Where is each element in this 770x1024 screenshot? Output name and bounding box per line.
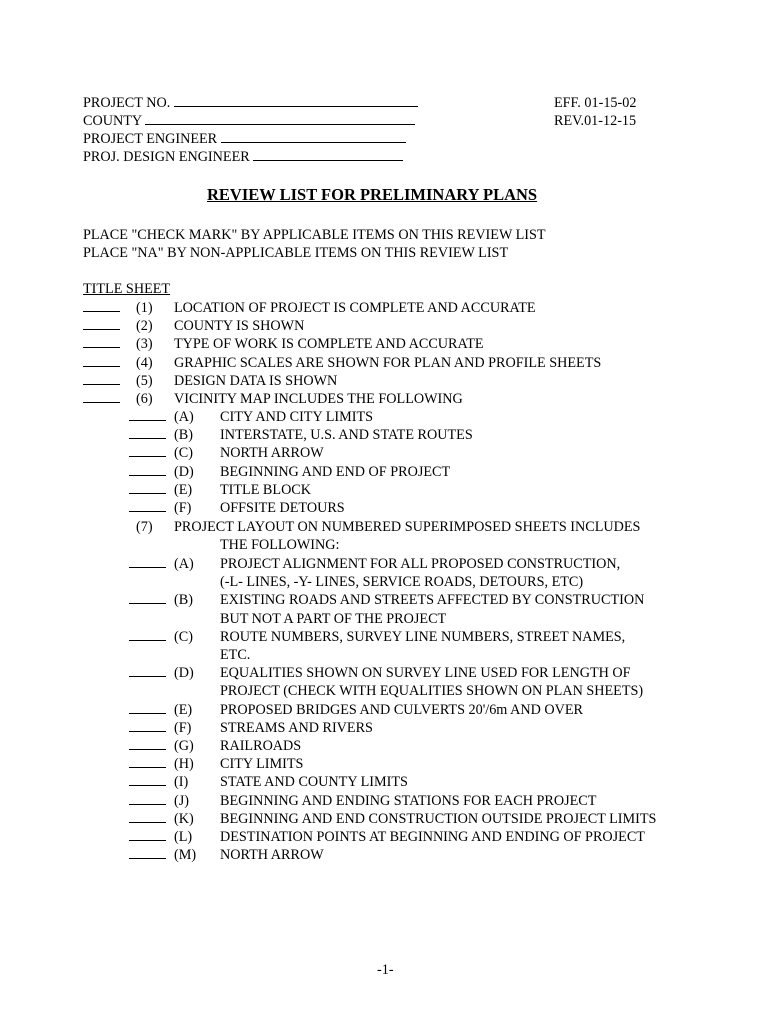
sub-item-text: CITY LIMITS	[220, 756, 304, 773]
project-no-field[interactable]	[174, 94, 418, 107]
sub-item-letter: (H)	[174, 756, 194, 773]
rev-date: REV.01-12-15	[554, 113, 637, 129]
check-blank[interactable]	[129, 792, 166, 805]
sub-item-letter: (F)	[174, 719, 192, 736]
page-title: REVIEW LIST FOR PRELIMINARY PLANS	[207, 185, 538, 204]
sub-item-text: CITY AND CITY LIMITS	[220, 409, 374, 425]
item-text: DESIGN DATA IS SHOWN	[174, 372, 338, 389]
sub-item-letter: (E)	[174, 481, 193, 498]
check-blank[interactable]	[129, 555, 166, 568]
sub-item-text: INTERSTATE, U.S. AND STATE ROUTES	[220, 427, 473, 444]
sub-item-text-cont: (-L- LINES, -Y- LINES, SERVICE ROADS, DETOURS, ETC)	[220, 574, 584, 591]
sub-item-letter: (E)	[174, 701, 193, 718]
sub-item-text-cont: PROJECT (CHECK WITH EQUALITIES SHOWN ON PLAN SHEETS)	[220, 683, 644, 700]
check-blank[interactable]	[129, 591, 166, 604]
sub-item-text: ROUTE NUMBERS, SURVEY LINE NUMBERS, STREET NAMES,	[220, 628, 626, 645]
sub-item-letter: (B)	[174, 592, 193, 609]
sub-item-letter: (A)	[174, 556, 194, 572]
sub-item-text: EQUALITIES SHOWN ON SURVEY LINE USED FOR LENGTH OF	[220, 665, 631, 682]
sub-item-text: PROPOSED BRIDGES AND CULVERTS 20'/6m AND OVER	[220, 701, 584, 718]
sub-item-letter: (B)	[174, 427, 193, 444]
instruction-check: PLACE "CHECK MARK" BY APPLICABLE ITEMS ON THIS REVIEW LIST	[83, 227, 546, 243]
check-blank[interactable]	[129, 810, 166, 823]
check-blank[interactable]	[83, 317, 120, 330]
item-text: LOCATION OF PROJECT IS COMPLETE AND ACCURATE	[174, 300, 536, 316]
sub-item-text: BEGINNING AND END CONSTRUCTION OUTSIDE PROJECT LIMITS	[220, 810, 657, 827]
sub-item-text: BEGINNING AND ENDING STATIONS FOR EACH PROJECT	[220, 792, 597, 809]
item-text: COUNTY IS SHOWN	[174, 318, 305, 335]
item-number: (1)	[136, 300, 153, 316]
sub-item-text: DESTINATION POINTS AT BEGINNING AND ENDING OF PROJECT	[220, 829, 645, 845]
sub-item-letter: (L)	[174, 829, 193, 845]
check-blank[interactable]	[129, 481, 166, 494]
check-blank[interactable]	[129, 755, 166, 768]
item-text: VICINITY MAP INCLUDES THE FOLLOWING	[174, 391, 463, 407]
sub-item-text: PROJECT ALIGNMENT FOR ALL PROPOSED CONSTRUCTION,	[220, 556, 621, 572]
project-no-row	[83, 94, 418, 112]
sub-item-text: TITLE BLOCK	[220, 481, 312, 498]
check-blank[interactable]	[83, 390, 120, 403]
check-blank[interactable]	[129, 773, 166, 786]
check-blank[interactable]	[83, 335, 120, 348]
check-blank[interactable]	[83, 354, 120, 367]
sub-item-text: EXISTING ROADS AND STREETS AFFECTED BY CONSTRUCTION	[220, 592, 645, 609]
item-text: TYPE OF WORK IS COMPLETE AND ACCURATE	[174, 336, 484, 353]
project-engineer-field[interactable]	[221, 130, 406, 143]
sub-item-text: NORTH ARROW	[220, 445, 324, 462]
county-label: COUNTY	[83, 113, 142, 129]
check-blank[interactable]	[83, 372, 120, 385]
sub-item-letter: (I)	[174, 774, 189, 791]
item-number: (4)	[136, 354, 153, 371]
item-text: GRAPHIC SCALES ARE SHOWN FOR PLAN AND PROFILE SHEETS	[174, 354, 602, 371]
sub-item-letter: (K)	[174, 810, 194, 827]
sub-item-text: BEGINNING AND END OF PROJECT	[220, 463, 451, 480]
check-blank[interactable]	[129, 426, 166, 439]
item-7-text: PROJECT LAYOUT ON NUMBERED SUPERIMPOSED SHEETS INCLUDES	[174, 519, 641, 535]
sub-item-letter: (M)	[174, 847, 197, 864]
sub-item-text: OFFSITE DETOURS	[220, 500, 345, 516]
sub-item-letter: (C)	[174, 628, 193, 645]
sub-item-letter: (J)	[174, 792, 189, 809]
proj-design-engineer-row	[83, 148, 403, 166]
county-row	[83, 112, 415, 130]
item-number: (5)	[136, 372, 153, 389]
sub-item-letter: (C)	[174, 445, 193, 462]
sub-item-letter: (G)	[174, 738, 194, 754]
item-number: (6)	[136, 391, 153, 407]
project-engineer-label: PROJECT ENGINEER	[83, 131, 218, 147]
sub-item-text: STREAMS AND RIVERS	[220, 719, 373, 736]
section-title-sheet: TITLE SHEET	[83, 281, 171, 297]
check-blank[interactable]	[129, 719, 166, 732]
proj-design-engineer-field[interactable]	[253, 148, 403, 161]
eff-date: EFF. 01-15-02	[554, 95, 637, 111]
sub-item-text: STATE AND COUNTY LIMITS	[220, 774, 408, 791]
sub-item-text: NORTH ARROW	[220, 847, 324, 864]
item-7-num: (7)	[136, 519, 153, 535]
item-7-text-cont: THE FOLLOWING:	[220, 537, 340, 553]
project-no-label: PROJECT NO.	[83, 95, 171, 111]
project-engineer-row	[83, 130, 406, 148]
page-number: -1-	[377, 962, 394, 978]
sub-item-letter: (D)	[174, 665, 194, 682]
item-number: (2)	[136, 318, 153, 335]
check-blank[interactable]	[129, 444, 166, 457]
check-blank[interactable]	[83, 299, 120, 312]
check-blank[interactable]	[129, 408, 166, 421]
item-number: (3)	[136, 336, 153, 353]
instruction-na: PLACE "NA" BY NON-APPLICABLE ITEMS ON THIS REVIEW LIST	[83, 245, 509, 261]
check-blank[interactable]	[129, 499, 166, 512]
county-field[interactable]	[145, 112, 415, 125]
check-blank[interactable]	[129, 701, 166, 714]
proj-design-engineer-label: PROJ. DESIGN ENGINEER	[83, 149, 250, 165]
sub-item-letter: (F)	[174, 500, 192, 516]
check-blank[interactable]	[129, 828, 166, 841]
sub-item-text-cont: ETC.	[220, 647, 251, 663]
check-blank[interactable]	[129, 628, 166, 641]
sub-item-letter: (D)	[174, 463, 194, 480]
check-blank[interactable]	[129, 846, 166, 859]
check-blank[interactable]	[129, 463, 166, 476]
sub-item-text-cont: BUT NOT A PART OF THE PROJECT	[220, 610, 447, 627]
check-blank[interactable]	[129, 737, 166, 750]
sub-item-text: RAILROADS	[220, 738, 302, 754]
sub-item-letter: (A)	[174, 409, 194, 425]
check-blank[interactable]	[129, 664, 166, 677]
